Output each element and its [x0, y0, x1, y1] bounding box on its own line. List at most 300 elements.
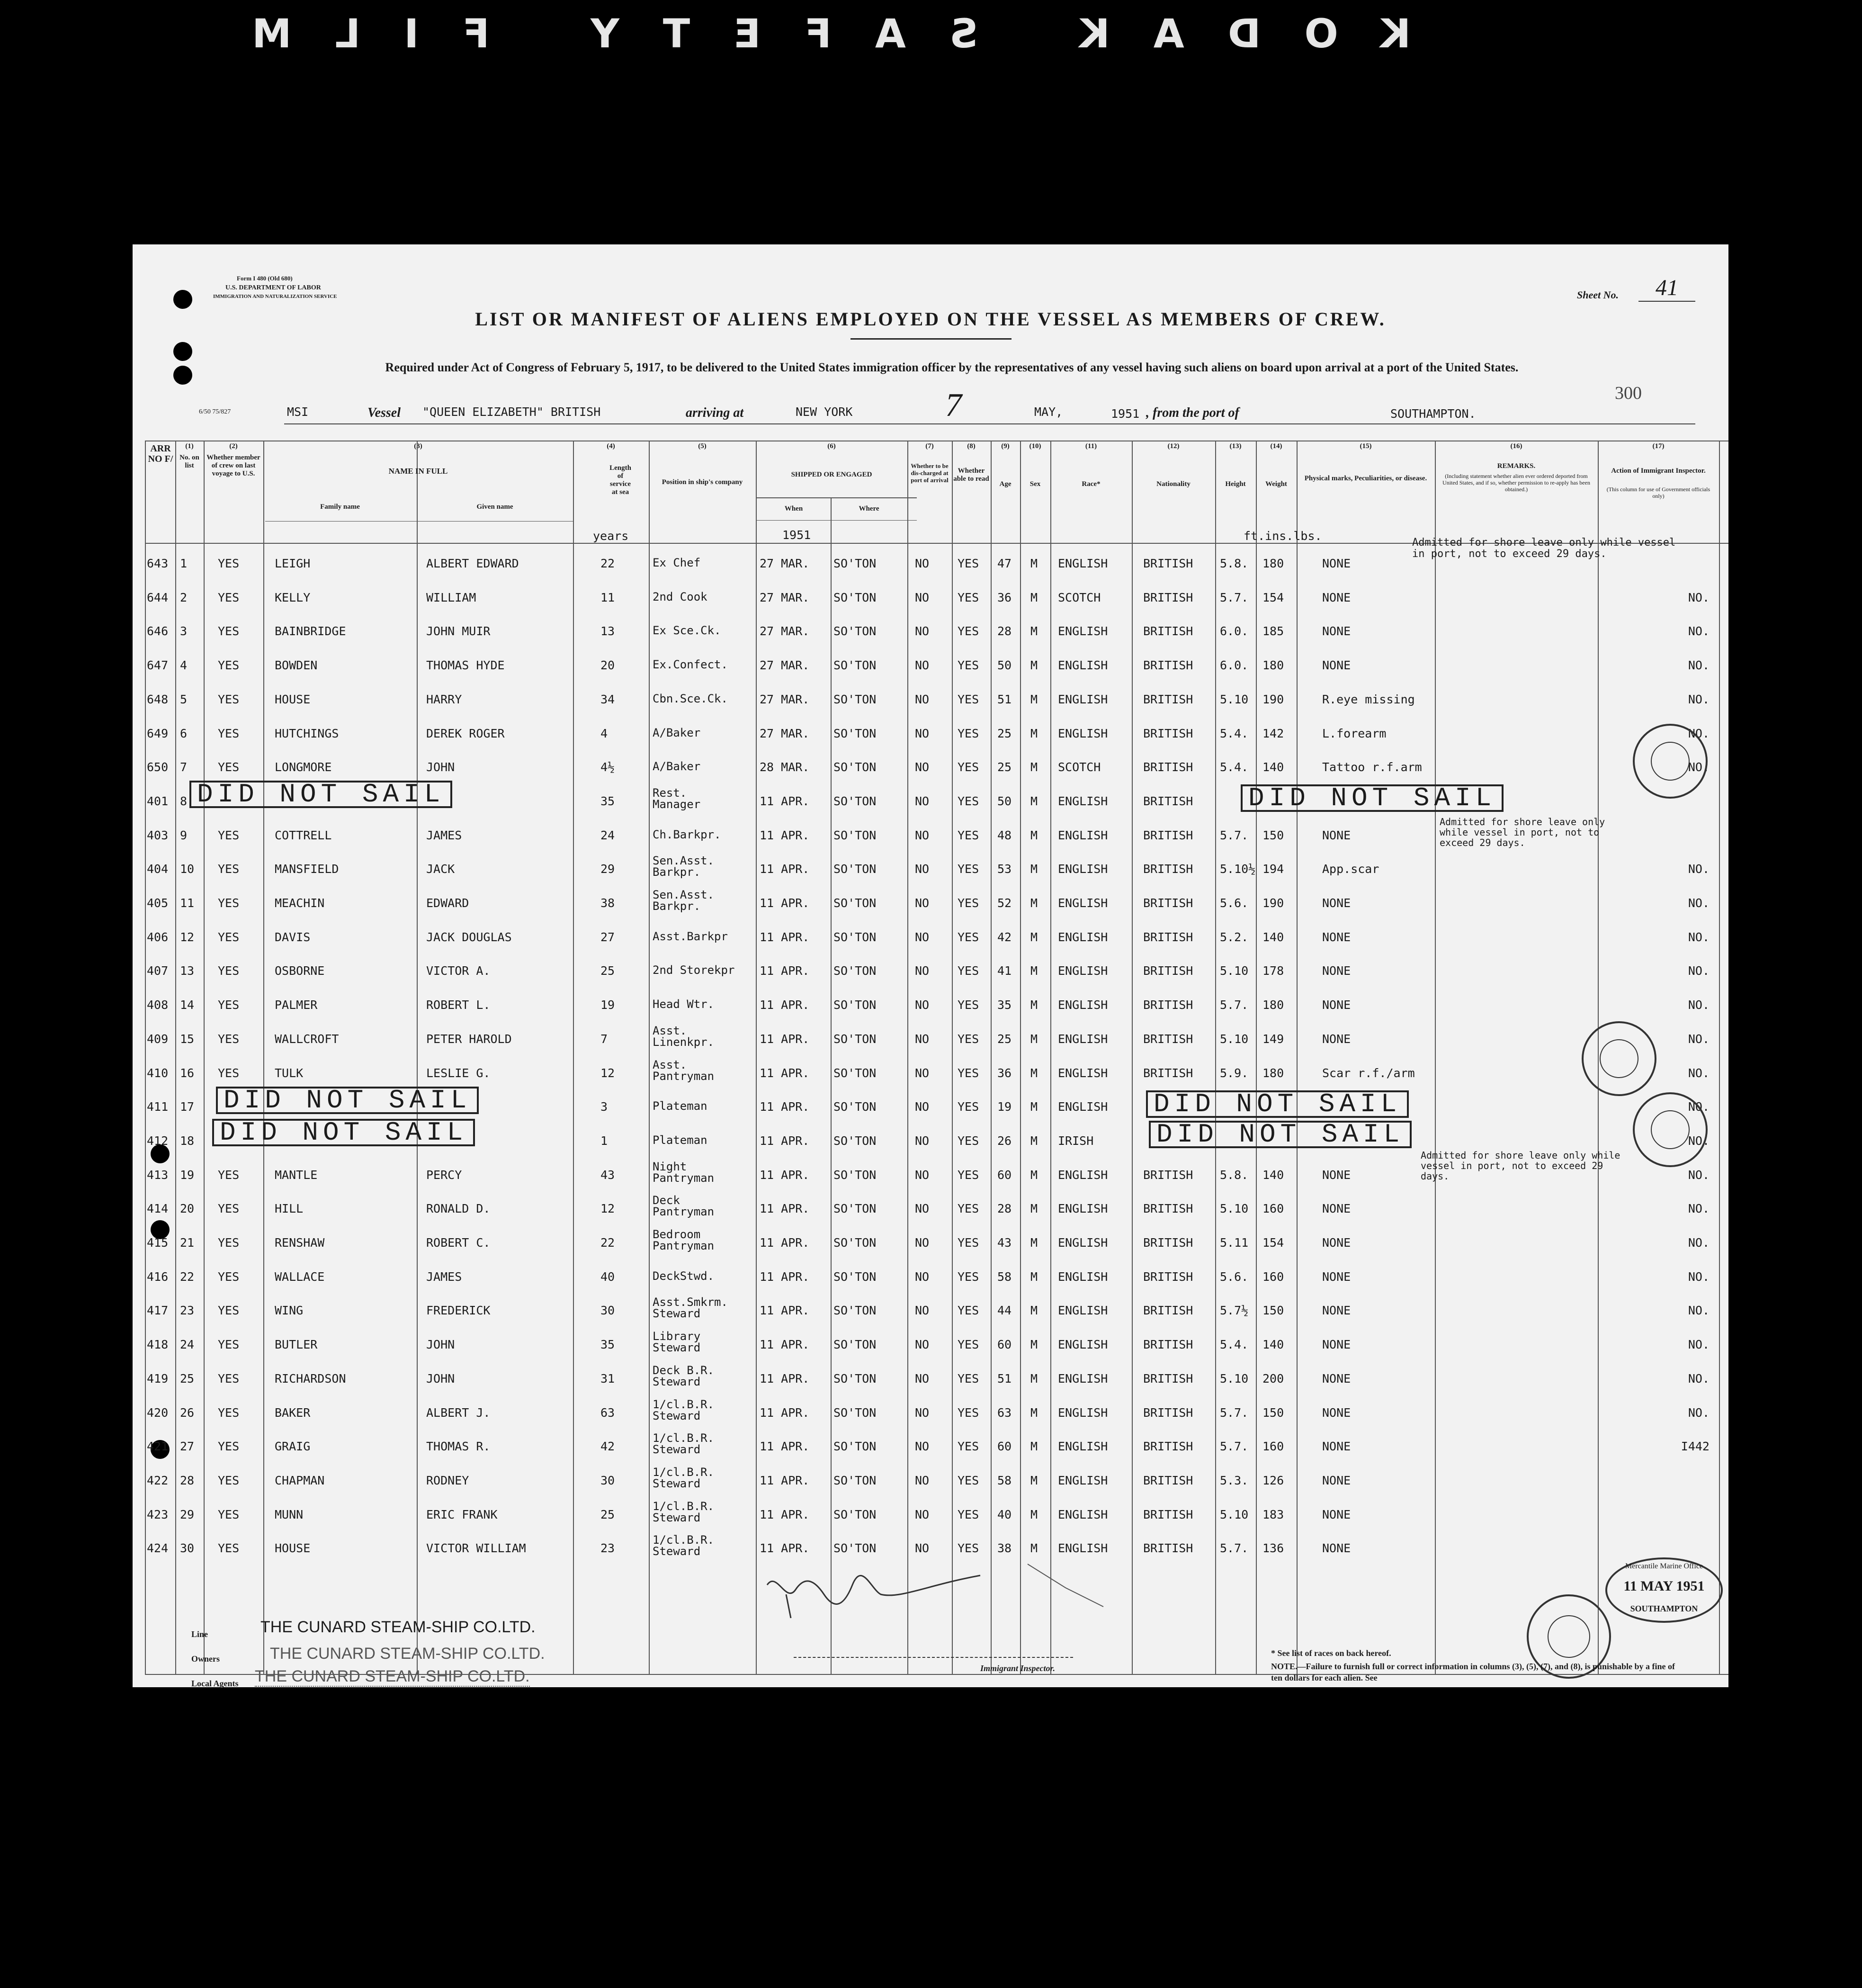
crew-arr-no: 416: [147, 1269, 169, 1284]
crew-shipped-when: 28 MAR.: [760, 760, 810, 774]
crew-discharged: NO: [915, 828, 930, 842]
crew-weight: 194: [1262, 862, 1284, 876]
crew-arr-no: 644: [147, 590, 169, 604]
crew-discharged: NO: [915, 1269, 930, 1284]
crew-inspector-action: NO.: [1688, 998, 1710, 1012]
crew-race: ENGLISH: [1058, 658, 1108, 673]
crew-position: Sen.Asst. Barkpr.: [653, 854, 715, 879]
crew-sex: M: [1030, 1371, 1038, 1385]
crew-family-name: CHAPMAN: [275, 1473, 325, 1487]
table-rule: [263, 441, 264, 1674]
inspector-rule: [794, 1657, 1073, 1658]
crew-age: 63: [997, 1405, 1012, 1420]
crew-sex: M: [1030, 726, 1038, 740]
crew-physical-marks: NONE: [1322, 1202, 1351, 1216]
crew-service-length: 38: [600, 896, 615, 910]
crew-physical-marks: NONE: [1322, 998, 1351, 1012]
crew-last-voyage: YES: [218, 1405, 240, 1420]
crew-service-length: 34: [600, 692, 615, 706]
crew-service-length: 27: [600, 930, 615, 944]
crew-shipped-when: 11 APR.: [760, 1236, 810, 1250]
crew-physical-marks: R.eye missing: [1322, 692, 1415, 706]
crew-arr-no: 407: [147, 964, 169, 978]
col-17-number: (17): [1652, 442, 1665, 450]
crew-service-length: 42: [600, 1439, 615, 1454]
crew-last-voyage: YES: [218, 1371, 240, 1385]
crew-race: ENGLISH: [1058, 1168, 1108, 1182]
crew-inspector-action: NO.: [1688, 1304, 1710, 1318]
crew-given-name: THOMAS HYDE: [426, 658, 505, 673]
crew-race: ENGLISH: [1058, 1269, 1108, 1284]
crew-position: Asst. Linenkpr.: [653, 1024, 715, 1049]
crew-age: 60: [997, 1439, 1012, 1454]
crew-physical-marks: NONE: [1322, 1304, 1351, 1318]
crew-service-length: 7: [600, 1032, 608, 1046]
crew-sex: M: [1030, 1133, 1038, 1148]
crew-list-no: 2: [180, 590, 188, 604]
crew-age: 25: [997, 760, 1012, 774]
crew-sex: M: [1030, 1202, 1038, 1216]
crew-weight: 185: [1262, 624, 1284, 639]
crew-weight: 180: [1262, 557, 1284, 570]
crew-shipped-when: 27 MAR.: [760, 624, 810, 639]
crew-last-voyage: YES: [218, 1236, 240, 1250]
crew-discharged: NO: [915, 1168, 930, 1182]
crew-discharged: NO: [915, 1202, 930, 1216]
form-number: Form I 480 (Old 680): [237, 275, 293, 282]
col-1-header: No. on list: [179, 454, 199, 469]
crew-discharged: NO: [915, 862, 930, 876]
crew-height: 5.11: [1220, 1236, 1249, 1250]
crew-position: Library Steward: [653, 1330, 701, 1355]
crew-shipped-when: 11 APR.: [760, 1133, 810, 1148]
voyage-rule: [284, 423, 1695, 424]
crew-nationality: BRITISH: [1143, 862, 1193, 876]
crew-shipped-when: 27 MAR.: [760, 658, 810, 673]
crew-shipped-when: 11 APR.: [760, 828, 810, 842]
crew-nationality: BRITISH: [1143, 998, 1193, 1012]
crew-height: 5.10: [1220, 1202, 1249, 1216]
line-label: Line: [191, 1629, 208, 1639]
punch-hole: [173, 366, 192, 385]
crew-nationality: BRITISH: [1143, 760, 1193, 774]
remarks-shore-leave: Admitted for shore leave only while vessel in port, not to exceed 29 days.: [1440, 816, 1605, 848]
crew-sex: M: [1030, 964, 1038, 978]
crew-able-to-read: YES: [958, 658, 979, 673]
from-port: SOUTHAMPTON.: [1390, 407, 1476, 421]
crew-family-name: WALLCROFT: [275, 1032, 339, 1046]
crew-last-voyage: YES: [218, 1269, 240, 1284]
crew-discharged: NO: [915, 1405, 930, 1420]
crew-weight: 180: [1262, 1066, 1284, 1080]
col-13-number: (13): [1229, 442, 1242, 450]
crew-position: Plateman: [653, 1133, 707, 1147]
crew-able-to-read: YES: [958, 1439, 979, 1454]
crew-arr-no: 403: [147, 828, 169, 842]
crew-age: 28: [997, 624, 1012, 639]
crew-family-name: KELLY: [275, 590, 311, 604]
crew-weight: 183: [1262, 1507, 1284, 1521]
crew-service-length: 25: [600, 964, 615, 978]
arriving-label: arriving at: [686, 405, 744, 420]
crew-arr-no: 423: [147, 1507, 169, 1521]
crew-family-name: BOWDEN: [275, 658, 318, 673]
crew-position: DeckStwd.: [653, 1269, 715, 1283]
crew-family-name: HOUSE: [275, 692, 311, 706]
crew-arr-no: 418: [147, 1338, 169, 1352]
crew-given-name: ROBERT C.: [426, 1236, 491, 1250]
crew-shipped-where: SO'TON: [833, 1168, 877, 1182]
crew-shipped-where: SO'TON: [833, 964, 877, 978]
crew-shipped-when: 27 MAR.: [760, 726, 810, 740]
crew-given-name: ROBERT L.: [426, 998, 491, 1012]
crew-physical-marks: Tattoo r.f.arm: [1322, 760, 1422, 774]
crew-height: 5.4.: [1220, 1338, 1249, 1352]
crew-service-length: 22: [600, 557, 615, 570]
crew-able-to-read: YES: [958, 1405, 979, 1420]
crew-weight: 150: [1262, 1304, 1284, 1318]
crew-nationality: BRITISH: [1143, 624, 1193, 639]
crew-last-voyage: YES: [218, 964, 240, 978]
crew-weight: 180: [1262, 658, 1284, 673]
crew-weight: 140: [1262, 930, 1284, 944]
crew-position: Sen.Asst. Barkpr.: [653, 888, 715, 913]
crew-able-to-read: YES: [958, 1202, 979, 1216]
col-2-number: (2): [229, 442, 238, 450]
did-not-sail-stamp: DID NOT SAIL: [1146, 1090, 1409, 1118]
crew-list-no: 4: [180, 658, 188, 673]
crew-nationality: BRITISH: [1143, 692, 1193, 706]
crew-sex: M: [1030, 1405, 1038, 1420]
crew-service-length: 3: [600, 1100, 608, 1114]
crew-shipped-when: 11 APR.: [760, 1473, 810, 1487]
crew-discharged: NO: [915, 658, 930, 673]
col-10-number: (10): [1029, 442, 1041, 450]
crew-list-no: 8: [180, 794, 188, 808]
crew-family-name: OSBORNE: [275, 964, 325, 978]
crew-last-voyage: YES: [218, 1032, 240, 1046]
crew-arr-no: 648: [147, 692, 169, 706]
crew-height: 5.6.: [1220, 896, 1249, 910]
crew-discharged: NO: [915, 1541, 930, 1556]
crew-family-name: BAINBRIDGE: [275, 624, 346, 639]
crew-position: Ex.Confect.: [653, 658, 728, 672]
crew-nationality: BRITISH: [1143, 1541, 1193, 1556]
crew-shipped-when: 11 APR.: [760, 930, 810, 944]
crew-shipped-when: 11 APR.: [760, 1541, 810, 1556]
title-rule: [850, 338, 1012, 340]
crew-last-voyage: YES: [218, 624, 240, 639]
crew-arr-no: 412: [147, 1133, 169, 1148]
crew-service-length: 12: [600, 1202, 615, 1216]
crew-nationality: BRITISH: [1143, 794, 1193, 808]
crew-able-to-read: YES: [958, 760, 979, 774]
table-rule: [1435, 441, 1436, 1674]
crew-list-no: 16: [180, 1066, 195, 1080]
crew-height: 5.7.: [1220, 590, 1249, 604]
crew-able-to-read: YES: [958, 1133, 979, 1148]
crew-height: 5.3.: [1220, 1473, 1249, 1487]
crew-family-name: PALMER: [275, 998, 318, 1012]
crew-given-name: EDWARD: [426, 896, 469, 910]
col-9-number: (9): [1001, 442, 1010, 450]
crew-sex: M: [1030, 1507, 1038, 1521]
crew-nationality: BRITISH: [1143, 828, 1193, 842]
crew-last-voyage: YES: [218, 1202, 240, 1216]
crew-list-no: 9: [180, 828, 188, 842]
crew-inspector-action: NO.: [1688, 760, 1710, 774]
crew-discharged: NO: [915, 1439, 930, 1454]
crew-arr-no: 411: [147, 1100, 169, 1114]
crew-physical-marks: NONE: [1322, 828, 1351, 842]
crew-height: 5.7.: [1220, 1439, 1249, 1454]
crew-given-name: JACK DOUGLAS: [426, 930, 512, 944]
crew-shipped-where: SO'TON: [833, 794, 877, 808]
crew-physical-marks: NONE: [1322, 1269, 1351, 1284]
crew-position: Ex Chef: [653, 556, 701, 569]
crew-given-name: DEREK ROGER: [426, 726, 505, 740]
crew-inspector-action: NO.: [1688, 1269, 1710, 1284]
footer-note-races: * See list of races on back hereof.: [1271, 1648, 1391, 1658]
crew-arr-no: 646: [147, 624, 169, 639]
did-not-sail-stamp: DID NOT SAIL: [216, 1087, 479, 1114]
crew-sex: M: [1030, 1338, 1038, 1352]
table-rule: [907, 441, 908, 1674]
crew-shipped-where: SO'TON: [833, 1202, 877, 1216]
col-14-number: (14): [1270, 442, 1282, 450]
crew-service-length: 4: [600, 726, 608, 740]
crew-sex: M: [1030, 828, 1038, 842]
crew-height: 5.7.: [1220, 998, 1249, 1012]
crew-last-voyage: YES: [218, 1338, 240, 1352]
crew-age: 19: [997, 1100, 1012, 1114]
col-when-header: When: [784, 505, 803, 513]
crew-shipped-where: SO'TON: [833, 624, 877, 639]
crew-race: ENGLISH: [1058, 1032, 1108, 1046]
crew-service-length: 19: [600, 998, 615, 1012]
crew-given-name: JOHN: [426, 1371, 455, 1385]
agents-label: Local Agents: [191, 1679, 239, 1688]
crew-nationality: BRITISH: [1143, 1202, 1193, 1216]
table-rule: [417, 441, 418, 1674]
units-years: years: [593, 529, 629, 543]
crew-able-to-read: YES: [958, 794, 979, 808]
crew-arr-no: 409: [147, 1032, 169, 1046]
crew-sex: M: [1030, 760, 1038, 774]
crew-height: 5.4.: [1220, 760, 1249, 774]
crew-position: Asst.Smkrm. Steward: [653, 1295, 728, 1321]
crew-nationality: BRITISH: [1143, 964, 1193, 978]
crew-arr-no: 401: [147, 794, 169, 808]
crew-list-no: 30: [180, 1541, 195, 1556]
crew-inspector-action: NO.: [1688, 1236, 1710, 1250]
crew-family-name: MEACHIN: [275, 896, 325, 910]
crew-discharged: NO: [915, 590, 930, 604]
crew-family-name: COTTRELL: [275, 828, 332, 842]
crew-last-voyage: YES: [218, 692, 240, 706]
crew-nationality: BRITISH: [1143, 726, 1193, 740]
crew-race: ENGLISH: [1058, 1371, 1108, 1385]
crew-age: 58: [997, 1473, 1012, 1487]
crew-age: 38: [997, 1541, 1012, 1556]
msi-label: MSI: [287, 405, 309, 419]
crew-race: ENGLISH: [1058, 624, 1108, 639]
col-7-header: Whether to be dis-charged at port of arrival: [911, 462, 949, 484]
crew-sex: M: [1030, 658, 1038, 673]
crew-weight: 160: [1262, 1439, 1284, 1454]
table-rule: [831, 497, 832, 1674]
crew-height: 5.8.: [1220, 557, 1249, 570]
crew-inspector-action: NO.: [1688, 964, 1710, 978]
crew-shipped-when: 27 MAR.: [760, 557, 810, 570]
crew-shipped-when: 11 APR.: [760, 1371, 810, 1385]
film-edge: [0, 0, 1862, 57]
crew-shipped-when: 11 APR.: [760, 1338, 810, 1352]
crew-list-no: 15: [180, 1032, 195, 1046]
crew-weight: 149: [1262, 1032, 1284, 1046]
crew-inspector-action: NO.: [1688, 692, 1710, 706]
crew-physical-marks: NONE: [1322, 658, 1351, 673]
crew-race: ENGLISH: [1058, 557, 1108, 570]
crew-sex: M: [1030, 590, 1038, 604]
col-4-number: (4): [607, 442, 615, 450]
crew-position: A/Baker: [653, 726, 701, 739]
crew-sex: M: [1030, 692, 1038, 706]
crew-shipped-where: SO'TON: [833, 1338, 877, 1352]
crew-family-name: BAKER: [275, 1405, 311, 1420]
crew-inspector-action: NO.: [1688, 1032, 1710, 1046]
immigration-seal: [1582, 1021, 1656, 1096]
crew-inspector-action: NO.: [1688, 896, 1710, 910]
crew-family-name: BUTLER: [275, 1338, 318, 1352]
crew-family-name: WALLACE: [275, 1269, 325, 1284]
crew-weight: 200: [1262, 1371, 1284, 1385]
crew-nationality: BRITISH: [1143, 1032, 1193, 1046]
owners-label: Owners: [191, 1654, 220, 1664]
crew-discharged: NO: [915, 692, 930, 706]
crew-height: 6.0.: [1220, 658, 1249, 673]
crew-list-no: 1: [180, 557, 188, 570]
crew-discharged: NO: [915, 964, 930, 978]
arriving-port: NEW YORK: [796, 405, 853, 419]
crew-weight: 126: [1262, 1473, 1284, 1487]
immigration-seal: [1633, 724, 1708, 799]
crew-age: 36: [997, 590, 1012, 604]
crew-age: 60: [997, 1338, 1012, 1352]
crew-given-name: RONALD D.: [426, 1202, 491, 1216]
col-3-number: (3): [414, 442, 422, 450]
table-rule: [1297, 441, 1298, 1674]
crew-able-to-read: YES: [958, 862, 979, 876]
col-8-number: (8): [967, 442, 976, 450]
col-11-header: Race*: [1082, 480, 1101, 488]
crew-shipped-where: SO'TON: [833, 998, 877, 1012]
crew-sex: M: [1030, 557, 1038, 570]
crew-list-no: 20: [180, 1202, 195, 1216]
crew-service-length: 25: [600, 1507, 615, 1521]
crew-last-voyage: YES: [218, 998, 240, 1012]
crew-age: 51: [997, 1371, 1012, 1385]
crew-shipped-where: SO'TON: [833, 1371, 877, 1385]
crew-last-voyage: YES: [218, 760, 240, 774]
crew-arr-no: 415: [147, 1236, 169, 1250]
crew-inspector-action: NO.: [1688, 1371, 1710, 1385]
crew-given-name: FREDERICK: [426, 1304, 491, 1318]
crew-height: 5.10: [1220, 692, 1249, 706]
crew-physical-marks: NONE: [1322, 1236, 1351, 1250]
crew-service-length: 4½: [600, 760, 615, 774]
crew-shipped-when: 11 APR.: [760, 964, 810, 978]
table-rule: [573, 441, 574, 1674]
crew-shipped-where: SO'TON: [833, 1100, 877, 1114]
crew-sex: M: [1030, 1066, 1038, 1080]
crew-position: 2nd Cook: [653, 590, 707, 603]
crew-race: ENGLISH: [1058, 794, 1108, 808]
crew-physical-marks: NONE: [1322, 624, 1351, 639]
line-value: THE CUNARD STEAM-SHIP CO.LTD.: [260, 1618, 536, 1636]
crew-height: 5.7.: [1220, 1541, 1249, 1556]
crew-able-to-read: YES: [958, 692, 979, 706]
crew-sex: M: [1030, 1541, 1038, 1556]
crew-physical-marks: App.scar: [1322, 862, 1379, 876]
crew-physical-marks: NONE: [1322, 1371, 1351, 1385]
crew-sex: M: [1030, 998, 1038, 1012]
crew-family-name: HOUSE: [275, 1541, 311, 1556]
crew-discharged: NO: [915, 760, 930, 774]
crew-age: 42: [997, 930, 1012, 944]
crew-age: 25: [997, 726, 1012, 740]
crew-able-to-read: YES: [958, 1473, 979, 1487]
crew-arr-no: 413: [147, 1168, 169, 1182]
table-rule: [1215, 441, 1216, 1674]
crew-position: 2nd Storekpr: [653, 963, 735, 977]
crew-given-name: ALBERT EDWARD: [426, 557, 519, 570]
crew-nationality: BRITISH: [1143, 1338, 1193, 1352]
crew-list-no: 6: [180, 726, 188, 740]
crew-nationality: BRITISH: [1143, 590, 1193, 604]
crew-shipped-where: SO'TON: [833, 930, 877, 944]
crew-weight: 180: [1262, 998, 1284, 1012]
table-rule: [1719, 441, 1720, 1674]
crew-discharged: NO: [915, 1507, 930, 1521]
crew-given-name: JOHN MUIR: [426, 624, 491, 639]
crew-nationality: BRITISH: [1143, 896, 1193, 910]
col-7-number: (7): [925, 442, 934, 450]
crew-discharged: NO: [915, 1066, 930, 1080]
crew-weight: 136: [1262, 1541, 1284, 1556]
crew-inspector-action: NO.: [1688, 590, 1710, 604]
crew-age: 50: [997, 658, 1012, 673]
col-15-header: Physical marks, Peculiarities, or disease.: [1304, 475, 1427, 482]
crew-shipped-where: SO'TON: [833, 1032, 877, 1046]
crew-list-no: 18: [180, 1133, 195, 1148]
crew-age: 41: [997, 964, 1012, 978]
crew-given-name: JAMES: [426, 828, 462, 842]
crew-position: 1/cl.B.R. Steward: [653, 1499, 715, 1524]
crew-position: 1/cl.B.R. Steward: [653, 1397, 715, 1422]
crew-last-voyage: YES: [218, 1066, 240, 1080]
crew-arr-no: 419: [147, 1371, 169, 1385]
crew-able-to-read: YES: [958, 1236, 979, 1250]
table-rule: [756, 497, 917, 498]
department-label: U.S. DEPARTMENT OF LABOR: [225, 284, 321, 291]
crew-height: 5.7.: [1220, 828, 1249, 842]
crew-arr-no: 410: [147, 1066, 169, 1080]
crew-position: Plateman: [653, 1099, 707, 1113]
crew-nationality: BRITISH: [1143, 1236, 1193, 1250]
table-rule: [204, 441, 205, 1674]
crew-sex: M: [1030, 794, 1038, 808]
